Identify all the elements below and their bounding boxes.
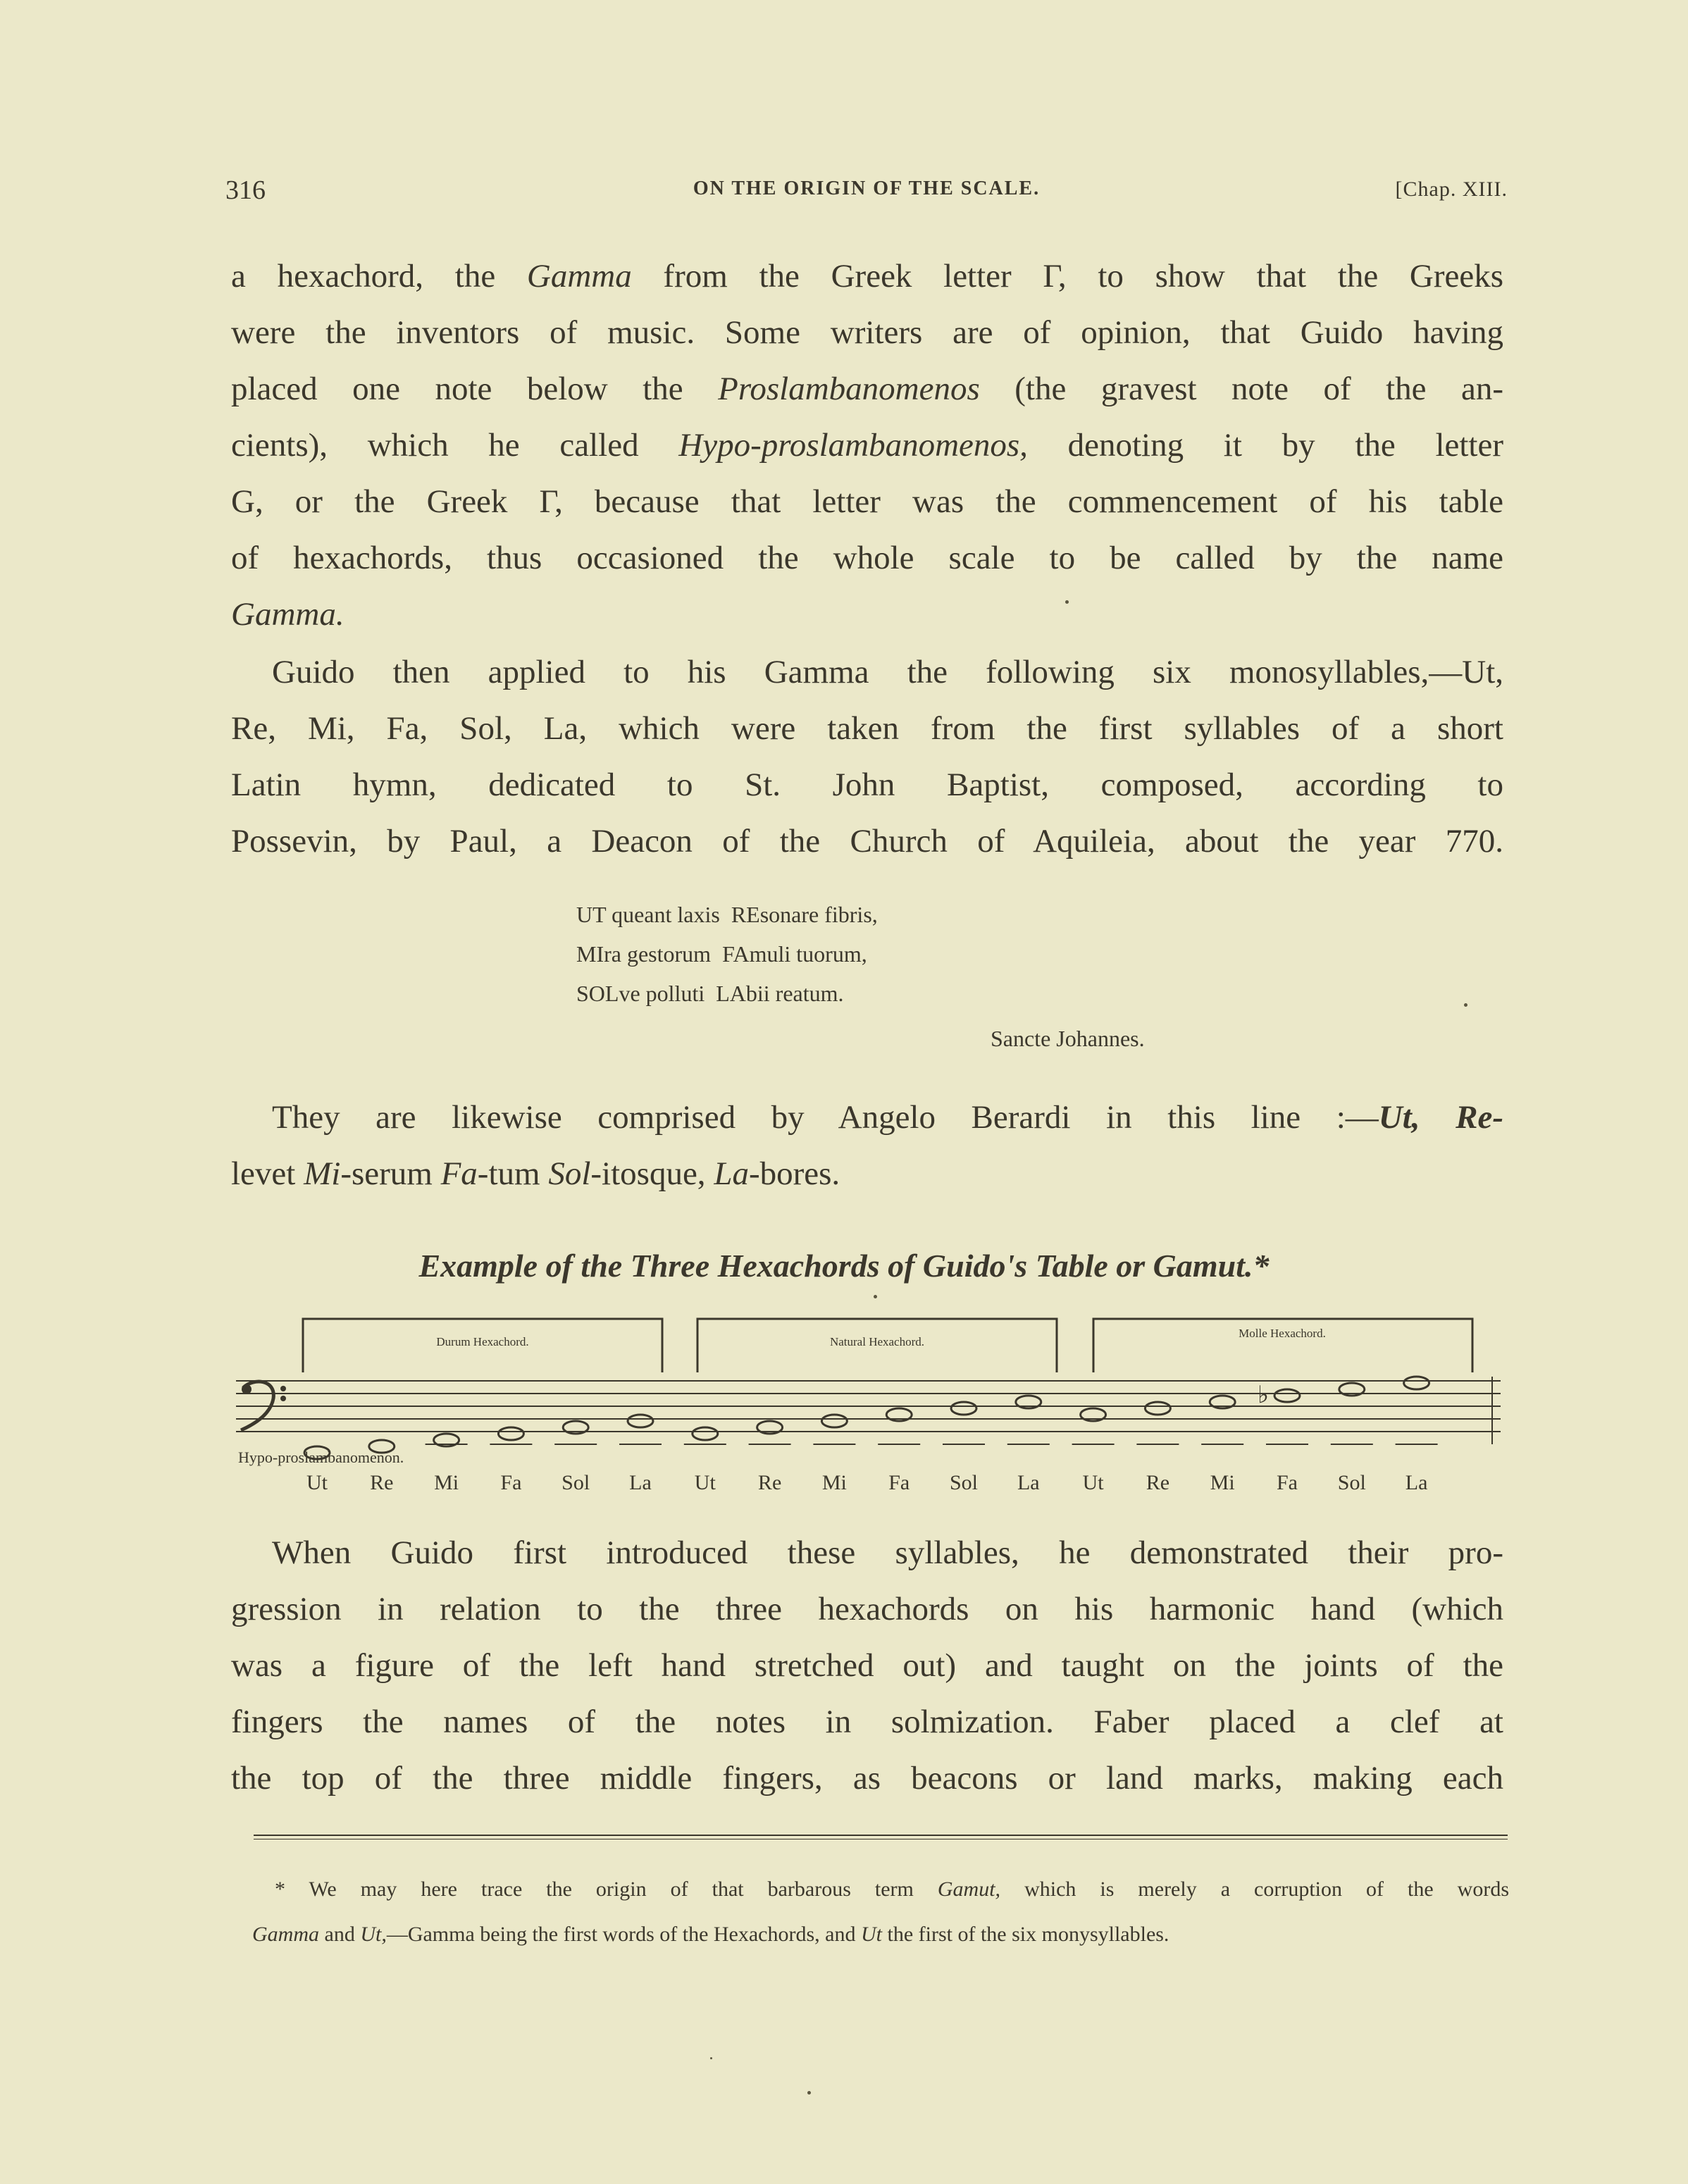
text-segment: They are likewise comprised by Angelo Berardi in this line :—	[272, 1099, 1379, 1136]
paragraph-monosyllables	[231, 644, 1503, 869]
text-segment: -tum	[477, 1155, 549, 1192]
running-title: ON THE ORIGIN OF THE SCALE.	[693, 178, 1041, 199]
text-segment: which is merely a corruption of the words	[1000, 1878, 1510, 1901]
latin-hymn	[576, 895, 1492, 1058]
whole-note	[951, 1402, 976, 1415]
whole-note	[628, 1415, 653, 1427]
text-line	[231, 1146, 1503, 1202]
italic-segment: Fa	[440, 1155, 478, 1192]
text-line: When Guido first introduced these syllables, he demonstrated their pro-	[272, 1534, 1503, 1571]
italic-segment: Ut, Re-	[1378, 1099, 1503, 1136]
molle-label: Molle Hexachord.	[1239, 1327, 1326, 1340]
text-segment: from the Greek letter Γ, to show that the Greeks	[631, 258, 1503, 294]
whole-note	[498, 1427, 523, 1440]
text-segment: placed one note below the	[231, 371, 719, 407]
italic-segment: Gamma.	[231, 596, 345, 633]
text-line: Re, Mi, Fa, Sol, La, which were taken from the first syllables of a short	[231, 710, 1503, 747]
staff-lines	[236, 1381, 1501, 1432]
solmization-syllables	[0, 1471, 1688, 1506]
italic-segment: Gamma	[526, 258, 632, 294]
syllable-label: Fa	[888, 1471, 910, 1494]
text-segment: cients), which he called	[231, 427, 679, 464]
text-segment: -serum	[340, 1155, 441, 1192]
hymn-line: MIra gestorum FAmuli tuorum,	[576, 941, 867, 967]
text-line: Guido then applied to his Gamma the following six monosyllables,—Ut,	[272, 654, 1503, 690]
whole-note	[1145, 1402, 1170, 1415]
footnote-line	[275, 1867, 1509, 1912]
durum-label: Durum Hexachord.	[436, 1335, 529, 1348]
paper-speck	[1464, 1003, 1467, 1007]
text-line	[231, 417, 1503, 473]
text-segment: * We may here trace the origin of that barbarous term	[275, 1878, 938, 1901]
text-line: gression in relation to the three hexachords on his harmonic hand (which	[231, 1591, 1503, 1627]
text-line	[231, 586, 1503, 643]
hymn-line: SOLve polluti LAbii reatum.	[576, 981, 844, 1006]
text-line	[231, 304, 1503, 361]
text-line	[231, 1089, 1503, 1146]
whole-note	[821, 1415, 847, 1427]
paragraph-gamma	[231, 248, 1503, 643]
paragraph-harmonic-hand	[231, 1525, 1503, 1806]
syllable-label: La	[1405, 1471, 1428, 1494]
syllable-label: Mi	[821, 1471, 847, 1494]
syllable-label: Re	[757, 1471, 782, 1494]
text-segment: —Gamma being the first words of the Hexachords, and	[386, 1923, 861, 1946]
text-segment: -bores.	[748, 1155, 840, 1192]
text-segment: G, or the Greek Γ, because that letter was the commencement of his table	[231, 483, 1503, 520]
text-line: Possevin, by Paul, a Deacon of the Church of Aquileia, about the year 770.	[231, 823, 1503, 860]
italic-segment: Hypo-proslambanomenos,	[678, 427, 1028, 464]
italic-segment: Sol	[548, 1155, 591, 1192]
text-line: the top of the three middle fingers, as beacons or land marks, making each	[231, 1760, 1503, 1797]
syllable-label: Sol	[561, 1471, 590, 1494]
text-segment: of hexachords, thus occasioned the whole scale to be called by the name	[231, 540, 1503, 576]
whole-note	[1274, 1389, 1300, 1402]
text-line: fingers the names of the notes in solmization. Faber placed a clef at	[231, 1704, 1503, 1740]
syllable-label: La	[1017, 1471, 1040, 1494]
text-line: was a figure of the left hand stretched out) and taught on the joints of the	[231, 1647, 1503, 1684]
footnote	[252, 1867, 1510, 1957]
italic-segment: Ut	[860, 1923, 882, 1946]
chapter-reference: [Chap. XIII.	[1395, 178, 1508, 201]
italic-segment: Proslambanomenos	[718, 371, 980, 407]
text-segment: the first of the six monysyllables.	[881, 1923, 1169, 1946]
syllable-label: Sol	[949, 1471, 979, 1494]
text-segment: and	[319, 1923, 361, 1946]
paper-speck	[807, 2091, 811, 2095]
syllable-label: Mi	[434, 1471, 459, 1494]
hymn-line: UT queant laxis REsonare fibris,	[576, 902, 878, 927]
whole-note	[693, 1427, 718, 1440]
syllable-label: Ut	[1082, 1471, 1104, 1494]
flat-sign: ♭	[1258, 1382, 1270, 1408]
bass-note-label: Hypo-proslambanomenon.	[238, 1448, 404, 1466]
text-line	[231, 361, 1503, 417]
text-segment: levet	[231, 1155, 304, 1192]
paragraph-berardi	[231, 1089, 1503, 1202]
paper-speck	[710, 2057, 712, 2059]
italic-segment: Gamma	[252, 1923, 319, 1946]
syllable-label: La	[629, 1471, 652, 1494]
text-segment: were the inventors of music. Some writers are of opinion, that Guido having	[231, 314, 1503, 351]
hymn-signature: Sancte Johannes.	[991, 1026, 1145, 1051]
syllable-label: Fa	[1277, 1471, 1298, 1494]
text-line	[231, 248, 1503, 304]
text-segment: -itosque,	[590, 1155, 714, 1192]
footnote-rule	[254, 1835, 1508, 1836]
paper-speck	[874, 1295, 877, 1298]
notes-group	[304, 1377, 1438, 1459]
italic-segment: Mi	[304, 1155, 341, 1192]
page-number: 316	[225, 175, 266, 205]
text-line	[231, 530, 1503, 586]
syllable-label: Mi	[1210, 1471, 1235, 1494]
whole-note	[1404, 1377, 1429, 1389]
syllable-label: Re	[1146, 1471, 1170, 1494]
syllable-label: Re	[370, 1471, 394, 1494]
example-title: Example of the Three Hexachords of Guido's Table or Gamut.*	[418, 1248, 1270, 1284]
syllable-label: Ut	[306, 1471, 328, 1494]
syllable-label: Sol	[1337, 1471, 1366, 1494]
italic-segment: Gamut,	[937, 1878, 1001, 1901]
text-line	[231, 473, 1503, 530]
natural-label: Natural Hexachord.	[829, 1335, 925, 1348]
syllable-label: Fa	[500, 1471, 522, 1494]
text-line: Latin hymn, dedicated to St. John Baptist, composed, according to	[231, 767, 1503, 803]
running-head	[225, 175, 1508, 210]
text-segment: (the gravest note of the an-	[979, 371, 1503, 407]
footnote-line	[252, 1912, 1509, 1957]
italic-segment: La	[714, 1155, 749, 1192]
syllable-label: Ut	[694, 1471, 716, 1494]
text-segment: denoting it by the letter	[1027, 427, 1504, 464]
text-segment: a hexachord, the	[231, 258, 527, 294]
italic-segment: Ut,	[360, 1923, 387, 1946]
paper-speck	[1065, 600, 1069, 604]
